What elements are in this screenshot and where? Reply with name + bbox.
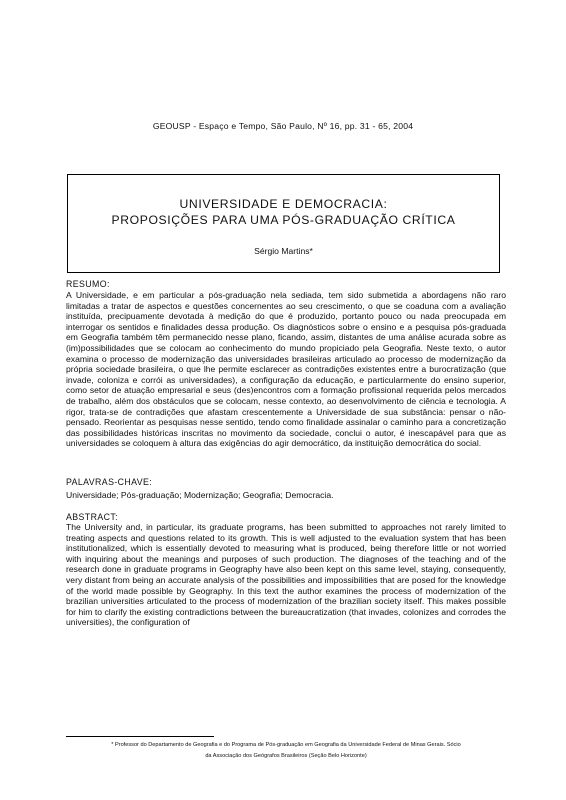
resumo-heading: RESUMO: [66, 279, 110, 289]
title-box [67, 174, 500, 273]
keywords-heading: PALAVRAS-CHAVE: [66, 477, 153, 487]
author-name: Sérgio Martins* [254, 246, 313, 256]
article-title-line-2: PROPOSIÇÕES PARA UMA PÓS-GRADUAÇÃO CRÍTICA [111, 213, 456, 227]
keywords-text: Universidade; Pós-graduação; Modernização; Geografia; Democracia. [66, 490, 334, 500]
abstract-text: The University and, in particular, its graduate programs, has been submitted to approaches not rarely limited to treating aspects and questions related to its growth. This is well adjusted to the evaluation system that has been institutionalized, which is essentially devoted to measuring what is produced, being therefore little or not worried with inquiring about the meanings and purposes of such production. The diagnoses of the teaching and of the research done in graduate programs in Geography have also been kept on this same level, staying, consequently, very distant from being an accurate analysis of the possibilities and impossibilities that are posed for the knowledge of the world made possible by Geography. In this text the author examines the process of modernization of the brazilian universities articulated to the process of modernization of the brazilian society itself. This makes possible for him to clarify the existing contradictions between the bureaucratization (that invades, colonizes and corrodes the universities), the configuration of [66, 522, 506, 628]
article-title-line-1: UNIVERSIDADE E DEMOCRACIA: [179, 197, 388, 211]
footnote-line-2: da Associação dos Geógrafos Brasileiros (Seção Belo Horizonte) [205, 753, 367, 759]
footnote-line-1: * Professor do Departamento de Geografia e do Programa de Pós-graduação em Geografia da Universidade Federal de Minas Gerais. Sócio [111, 742, 461, 748]
running-header: GEOUSP - Espaço e Tempo, São Paulo, Nº 16, pp. 31 - 65, 2004 [152, 121, 414, 131]
footnote-rule [66, 736, 214, 737]
resumo-text: A Universidade, e em particular a pós-graduação nela sediada, tem sido submetida a abordagens não raro limitadas a tratar de aspectos e questões concernentes ao seu crescimento, o que se coaduna com a avaliação instituída, precipuamente devotada à medição do que é produzido, portanto pouco ou nada preocupada em interrogar os sentidos e finalidades dessa produção. Os diagnósticos sobre o ensino e a pesquisa pós-graduada em Geografia também têm permanecido nesse plano, ficando, assim, distantes de uma análise acurada sobre as (im)possibilidades que se colocam ao conhecimento do mundo propiciado pela Geografia. Neste texto, o autor examina o processo de modernização das universidades brasileiras articulado ao processo de modernização da própria sociedade brasileira, o que lhe permite esclarecer as contradições existentes entre a burocratização (que invade, coloniza e corrói as universidades), a configuração da educação, e particularmente do ensino superior, como setor de atuação empresarial e seus (des)encontros com a formação profissional requerida pelos mercados de trabalho, além dos obstáculos que se colocam, nesse contexto, ao desenvolvimento de ciência e tecnologia. A rigor, trata-se de contradições que afastam crescentemente a Universidade de sua substância: pensar o não-pensado. Reorientar as pesquisas nesse sentido, tendo como finalidade assinalar o caminho para a concretização das possibilidades históricas inscritas no movimento da sociedade, conclui o autor, é inescapável para que as universidades se coloquem à altura das exigências do agir democrático, da instituição democrática do social. [66, 290, 506, 449]
abstract-heading: ABSTRACT: [66, 512, 118, 522]
footnote [66, 740, 506, 762]
